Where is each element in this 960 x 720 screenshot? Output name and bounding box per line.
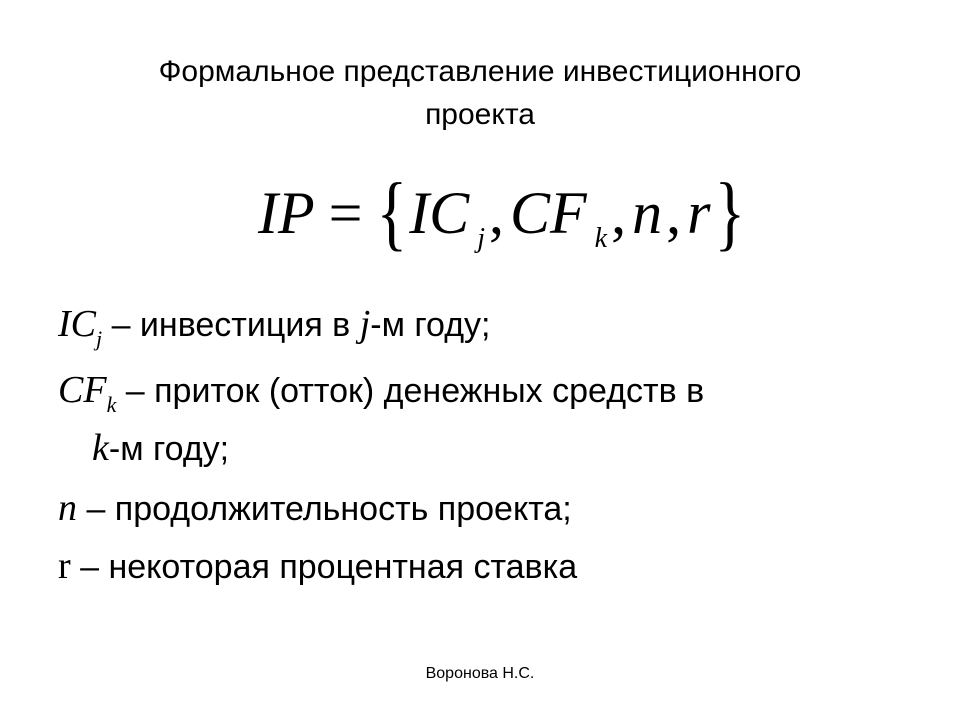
formula-close-brace: }	[714, 166, 746, 259]
formula-n: n	[632, 180, 663, 246]
definition-cf-continuation-text: -м году;	[108, 430, 230, 468]
definition-ic-subscript: j	[96, 326, 103, 351]
formula-open-brace: {	[376, 166, 408, 259]
formula-r: r	[687, 180, 711, 246]
definition-cf	[58, 368, 704, 427]
definition-r-text: – некоторая процентная ставка	[70, 548, 578, 586]
formula-ic: IC	[409, 180, 470, 246]
definition-n	[58, 486, 572, 531]
definition-cf-continuation	[92, 426, 229, 471]
investment-project-formula	[258, 168, 745, 258]
definition-r-symbol: r	[58, 545, 71, 587]
formula-cf-subscript: k	[594, 223, 608, 254]
formula-equals: =	[328, 180, 363, 246]
definition-ic	[58, 302, 491, 361]
formula-lhs: IP	[258, 180, 315, 246]
definition-n-symbol: n	[58, 487, 77, 529]
footer-author: Воронова Н.С.	[425, 665, 535, 682]
definition-ic-symbol: IC	[58, 303, 96, 345]
definition-cf-text: – приток (отток) денежных средств в	[116, 372, 705, 410]
slide-title-line-1: Формальное представление инвестиционного	[158, 55, 802, 88]
definition-n-text: – продолжительность проекта;	[77, 490, 572, 528]
definition-cf-inline-k: k	[92, 427, 109, 469]
slide-title-line-2: проекта	[425, 98, 535, 131]
formula-ic-subscript: j	[477, 223, 485, 254]
definition-ic-text: – инвестиция в	[102, 306, 360, 344]
definition-r	[58, 544, 577, 589]
definition-cf-symbol: CF	[58, 369, 107, 411]
formula-comma-1: ,	[488, 180, 504, 246]
definition-ic-text-after: -м году;	[370, 306, 491, 344]
definition-cf-subscript: k	[106, 392, 117, 417]
formula-cf: CF	[509, 180, 587, 246]
definition-ic-inline-j: j	[359, 303, 371, 345]
formula-comma-3: ,	[666, 180, 682, 246]
formula-comma-2: ,	[611, 180, 627, 246]
slide-title	[0, 50, 960, 136]
